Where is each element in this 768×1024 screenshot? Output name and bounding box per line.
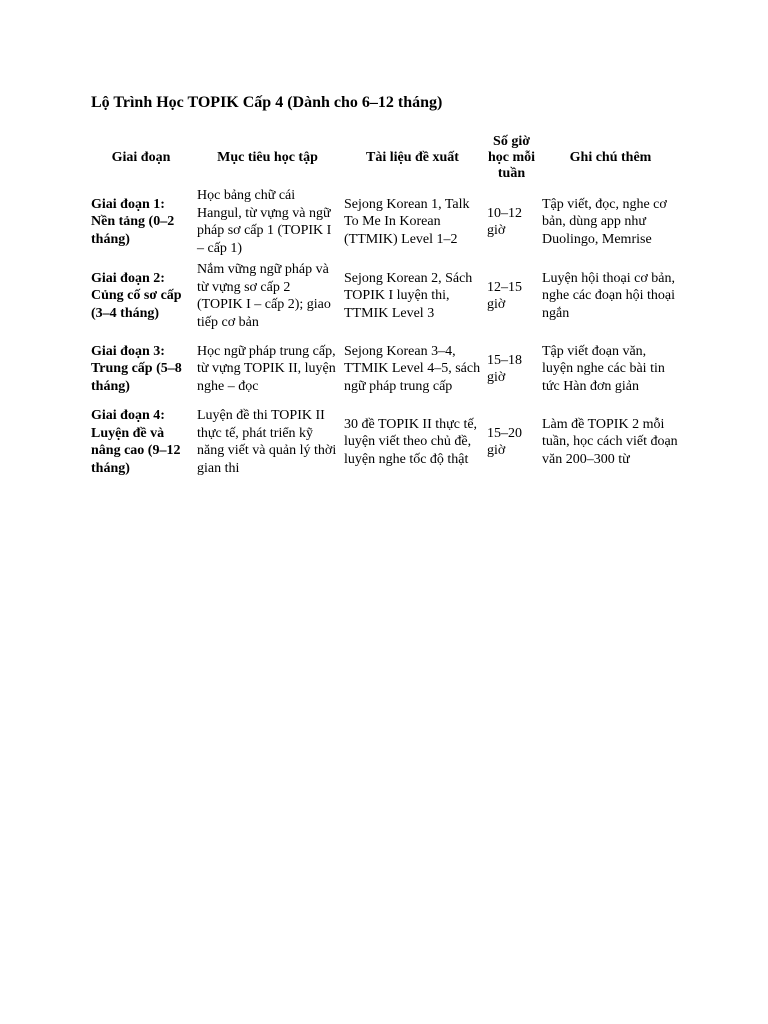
hours-cell: 12–15 giờ bbox=[487, 279, 522, 312]
goals-cell: Luyện đề thi TOPIK II thực tế, phát triển kỹ năng viết và quản lý thời gian thi bbox=[197, 408, 337, 476]
header-hours: Số giờ học mỗi tuần bbox=[487, 134, 536, 181]
notes-cell: Làm đề TOPIK 2 mỗi tuần, học cách viết đoạn văn 200–300 từ bbox=[542, 416, 678, 467]
goals-cell: Học ngữ pháp trung cấp, từ vựng TOPIK II, luyện nghe – đọc bbox=[197, 343, 336, 394]
goals-cell: Nắm vững ngữ pháp và từ vựng sơ cấp 2 (TOPIK I – cấp 2); giao tiếp cơ bản bbox=[197, 262, 331, 330]
hours-cell: 15–18 giờ bbox=[487, 352, 522, 385]
goals-cell: Học bảng chữ cái Hangul, từ vựng và ngữ pháp sơ cấp 1 (TOPIK I – cấp 1) bbox=[197, 188, 332, 256]
stage-cell: Giai đoạn 3: Trung cấp (5–8 tháng) bbox=[91, 343, 182, 394]
header-stage: Giai đoạn bbox=[111, 150, 171, 165]
materials-cell: Sejong Korean 1, Talk To Me In Korean (TTMIK) Level 1–2 bbox=[344, 196, 470, 247]
stage-cell: Giai đoạn 1: Nền tảng (0–2 tháng) bbox=[91, 196, 175, 247]
hours-cell: 10–12 giờ bbox=[487, 205, 522, 238]
header-goals: Mục tiêu học tập bbox=[217, 150, 318, 165]
stage-cell: Giai đoạn 4: Luyện đề và nâng cao (9–12 tháng) bbox=[91, 408, 181, 476]
materials-cell: 30 đề TOPIK II thực tế, luyện viết theo chủ đề, luyện nghe tốc độ thật bbox=[344, 416, 478, 467]
document-title: Lộ Trình Học TOPIK Cấp 4 (Dành cho 6–12 tháng) bbox=[91, 94, 443, 111]
study-plan-table bbox=[88, 130, 682, 480]
table-header-row bbox=[88, 130, 682, 186]
table-row bbox=[88, 260, 682, 334]
header-notes: Ghi chú thêm bbox=[569, 150, 652, 165]
table-row bbox=[88, 186, 682, 260]
notes-cell: Luyện hội thoại cơ bản, nghe các đoạn hội thoại ngắn bbox=[542, 270, 675, 321]
notes-cell: Tập viết đoạn văn, luyện nghe các bài tin tức Hàn đơn giản bbox=[542, 343, 665, 394]
table-row bbox=[88, 406, 682, 480]
hours-cell: 15–20 giờ bbox=[487, 425, 522, 458]
table-row bbox=[88, 334, 682, 406]
notes-cell: Tập viết, đọc, nghe cơ bản, dùng app như Duolingo, Memrise bbox=[542, 196, 667, 247]
materials-cell: Sejong Korean 3–4, TTMIK Level 4–5, sách ngữ pháp trung cấp bbox=[344, 343, 481, 394]
stage-cell: Giai đoạn 2: Củng cố sơ cấp (3–4 tháng) bbox=[91, 270, 182, 321]
materials-cell: Sejong Korean 2, Sách TOPIK I luyện thi, TTMIK Level 3 bbox=[344, 270, 473, 321]
header-materials: Tài liệu đề xuất bbox=[366, 150, 459, 165]
